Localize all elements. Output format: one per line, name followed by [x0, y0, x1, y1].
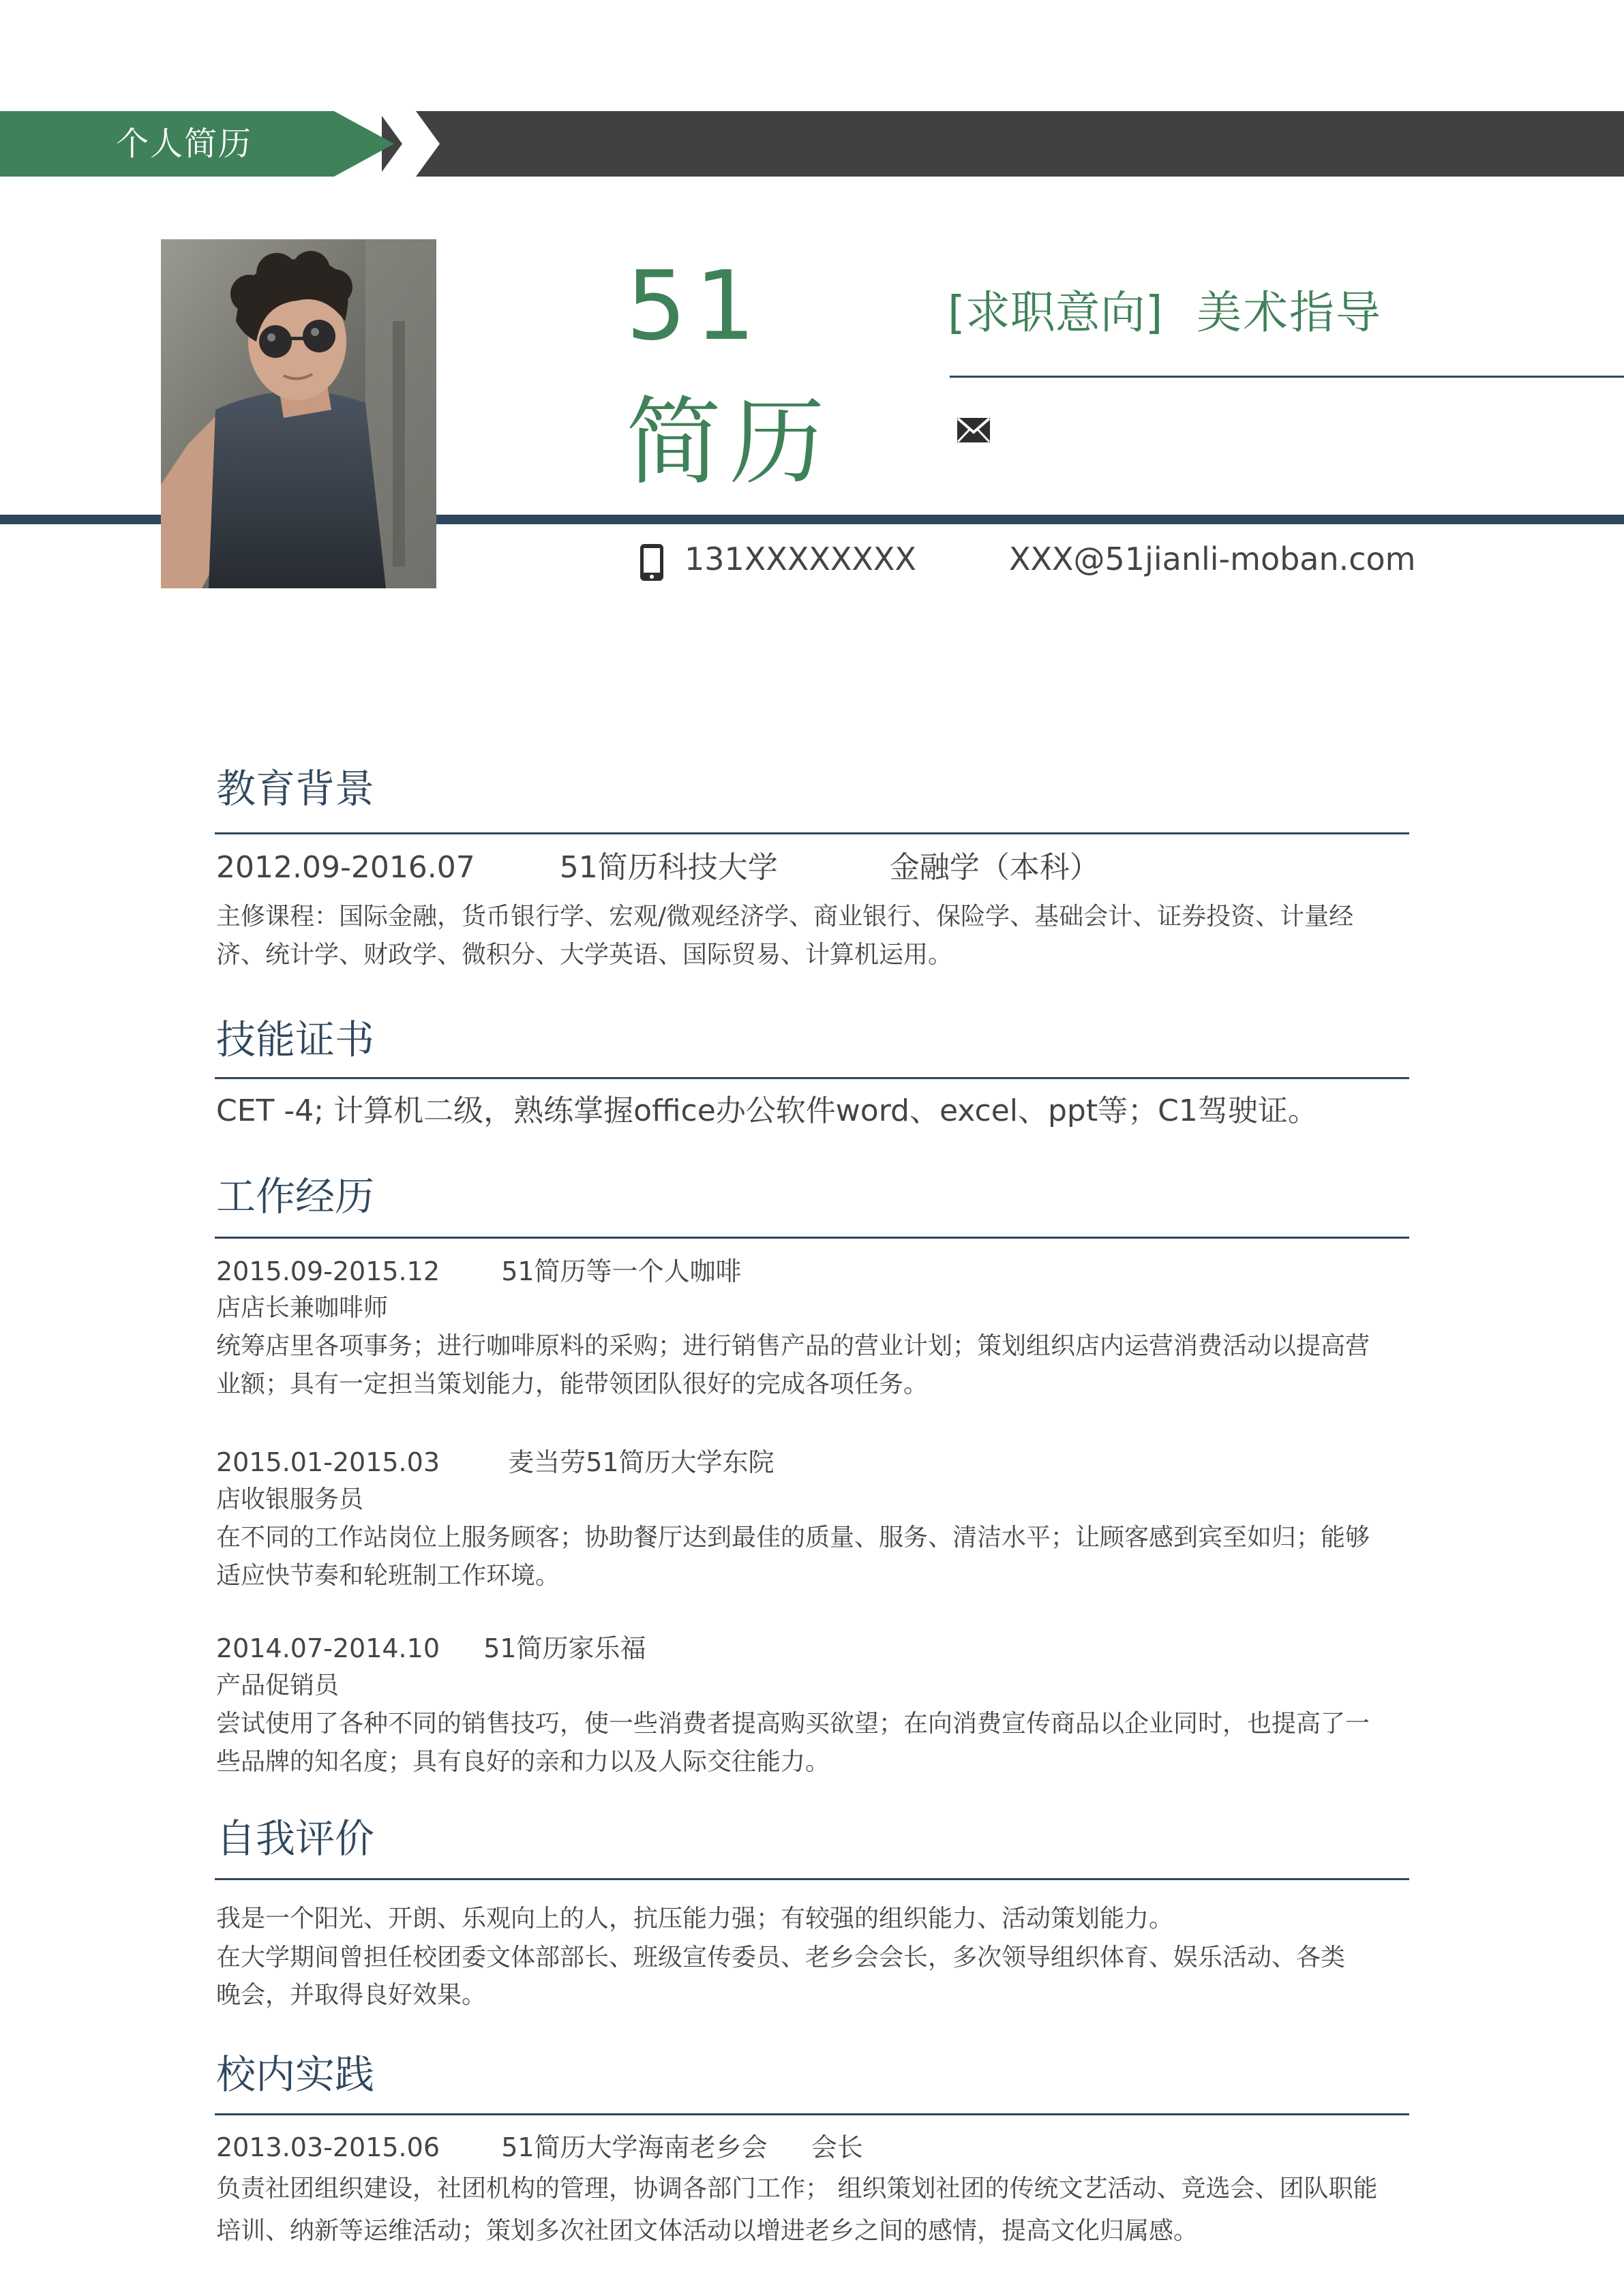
- self-eval-title: 自我评价: [216, 1815, 375, 1862]
- work-item-3-header: [216, 1627, 646, 1665]
- intent-divider: [950, 376, 1624, 378]
- work-desc-line: 些品牌的知名度；具有良好的亲和力以及人际交往能力。: [216, 1748, 830, 1776]
- self-eval-line: 我是一个阳光、开朗、乐观向上的人，抗压能力强；有较强的组织能力、活动策划能力。: [216, 1905, 1174, 1933]
- skills-rule: [215, 1077, 1409, 1079]
- work-role: 店店长兼咖啡师: [216, 1294, 389, 1322]
- skills-text: CET -4; 计算机二级，熟练掌握office办公软件word、excel、ppt等；C1驾驶证。: [216, 1093, 1318, 1128]
- work-period: 2014.07-2014.10: [216, 1633, 440, 1663]
- profile-photo: [161, 239, 436, 588]
- work-period: 2015.01-2015.03: [216, 1447, 440, 1477]
- education-school: 51简历科技大学: [559, 850, 778, 885]
- work-company: 麦当劳51简历大学东院: [508, 1447, 775, 1477]
- work-title: 工作经历: [216, 1173, 375, 1220]
- work-role: 产品促销员: [216, 1672, 340, 1700]
- self-eval-rule: [215, 1878, 1409, 1880]
- email-address[interactable]: XXX@51jianli-moban.com: [1009, 541, 1416, 577]
- mail-icon: [957, 417, 991, 443]
- education-courses-2: 济、统计学、财政学、微积分、大学英语、国际贸易、计算机运用。: [216, 941, 953, 969]
- work-company: 51简历等一个人咖啡: [501, 1256, 742, 1286]
- education-row: [216, 843, 1100, 886]
- education-title: 教育背景: [216, 766, 375, 812]
- campus-org: 51简历大学海南老乡会: [501, 2132, 768, 2162]
- phone-number: 131XXXXXXXX: [685, 541, 916, 577]
- work-rule: [215, 1237, 1409, 1239]
- campus-period: 2013.03-2015.06: [216, 2132, 440, 2162]
- job-intent-label: [求职意向]: [948, 286, 1163, 339]
- work-desc-line: 尝试使用了各种不同的销售技巧，使一些消费者提高购买欲望；在向消费宣传商品以企业同时，也提高了一: [216, 1710, 1370, 1738]
- phone-icon: [639, 543, 665, 582]
- work-desc-line: 在不同的工作站岗位上服务顾客；协助餐厅达到最佳的质量、服务、清洁水平；让顾客感到宾至如归；能够: [216, 1524, 1370, 1552]
- work-role: 店收银服务员: [216, 1485, 364, 1513]
- work-company: 51简历家乐福: [483, 1633, 646, 1663]
- self-eval-line: 晚会，并取得良好效果。: [216, 1981, 487, 2009]
- campus-desc-line: 培训、纳新等运维活动；策划多次社团文体活动以增进老乡之间的感情，提高文化归属感。: [216, 2217, 1199, 2245]
- education-rule: [215, 832, 1409, 834]
- education-period: 2012.09-2016.07: [216, 850, 475, 885]
- work-desc-line: 业额；具有一定担当策划能力，能带领团队很好的完成各项任务。: [216, 1370, 929, 1398]
- campus-position: 会长: [811, 2132, 863, 2162]
- campus-rule: [215, 2113, 1409, 2115]
- campus-title: 校内实践: [216, 2051, 375, 2098]
- work-item-1-header: [216, 1250, 742, 1288]
- campus-header: [216, 2126, 863, 2164]
- candidate-name: 51简历: [626, 251, 834, 498]
- banner-title: 个人简历: [116, 125, 253, 163]
- skills-title: 技能证书: [216, 1016, 375, 1063]
- education-courses-1: 主修课程：国际金融，货币银行学、宏观/微观经济学、商业银行、保险学、基础会计、证券投资、计量经: [216, 903, 1354, 931]
- work-item-2-header: [216, 1441, 775, 1479]
- job-intent-value: 美术指导: [1197, 286, 1382, 339]
- education-major: 金融学（本科）: [889, 850, 1100, 885]
- self-eval-line: 在大学期间曾担任校团委文体部部长、班级宣传委员、老乡会会长，多次领导组织体育、娱乐活动、各类: [216, 1944, 1346, 1972]
- work-period: 2015.09-2015.12: [216, 1256, 440, 1286]
- work-desc-line: 统筹店里各项事务；进行咖啡原料的采购；进行销售产品的营业计划；策划组织店内运营消费活动以提高营: [216, 1332, 1370, 1360]
- campus-desc-line: 负责社团组织建设，社团机构的管理，协调各部门工作； 组织策划社团的传统文艺活动、竞选会、团队职能: [216, 2175, 1378, 2203]
- work-desc-line: 适应快节奏和轮班制工作环境。: [216, 1562, 560, 1590]
